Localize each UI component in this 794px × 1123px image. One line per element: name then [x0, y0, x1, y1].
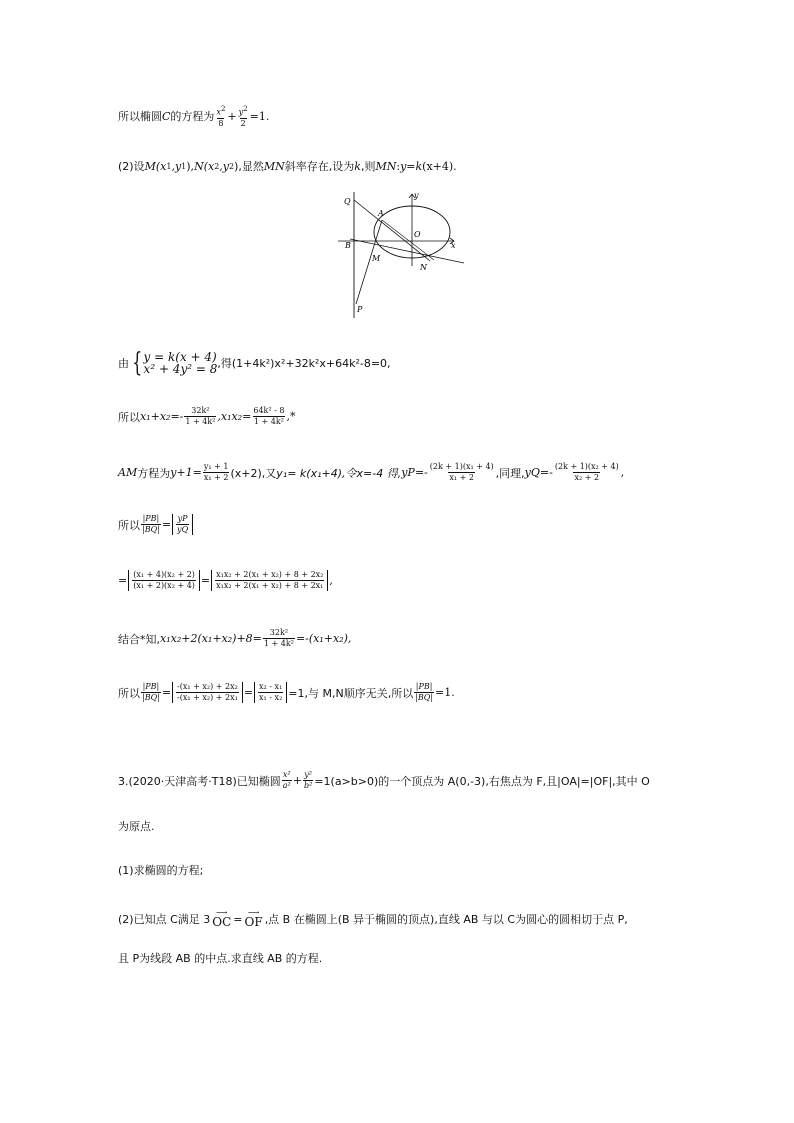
label-b: B [345, 241, 351, 250]
ellipse-figure [330, 186, 470, 322]
label-n: N [420, 263, 427, 272]
label-m: M [372, 254, 381, 263]
origin-line: 为原点. [118, 820, 155, 833]
label-x: x [451, 241, 456, 250]
var-c: C [162, 109, 171, 123]
question-2-cont: 且 P为线段 AB 的中点.求直线 AB 的方程. [118, 952, 323, 965]
fraction-x2-8: $\frac{x2}{8}$ [216, 105, 226, 128]
text: 所以椭圆 [118, 110, 162, 124]
ratio-line: 所以 $\frac{|PB|}{|BQ|}$ = $\frac{yP}{yQ}$ [118, 514, 194, 535]
label-a: A [378, 209, 384, 218]
ratio-expansion-line: = $\frac{\text{(x₁ + 4)(x₂ + 2)}}{\text{(x₁ + 2)(x₂ + 4)}}$ = $\frac{\text{x₁x₂ + 2(x₁ + x₂) + 8 + 2x₂}}{\text{x₁x₂ + 2(x₁ + x₂) + 8 + 2x₁}}$ , [118, 570, 333, 590]
text: 的方程为 [170, 110, 215, 124]
label-o: O [414, 230, 421, 239]
vector-oc: ⟶ OC [212, 908, 232, 929]
vector-of: ⟶ OF [244, 908, 263, 929]
equation-system: { y = k(x + 4) x² + 4y² = 8 [132, 348, 218, 378]
question-1: (1)求椭圆的方程; [118, 864, 204, 877]
combine-line: 结合*知, x₁x₂+2(x₁+x₂)+8= $\frac{\text{32k²}}{\text{1 + 4k²}}$ =-(x₁+x₂), [118, 628, 352, 648]
label-y: y [414, 191, 419, 200]
problem-3-line: 3.(2020·天津高考·T18)已知椭圆 $\frac{\text{x²}}{\text{a²}}$ + $\frac{\text{y²}}{\text{b²}}$ =1(a>b>0)的一个顶点为 A(0,-3),右焦点为 F,且|OA|=|OF|,其中 O [118, 770, 650, 790]
conclusion-line: 所以 $\frac{|PB|}{|BQ|}$ = $\frac{\text{-(x₁ + x₂) + 2x₂}}{\text{-(x₁ + x₂) + 2x₁}}$ = $\frac{\text{x₂ - x₁}}{\text{x₁ - x₂}}$ =1,与 M,N顺序无关,所以 $\frac{|PB|}{|BQ|}$ =1. [118, 682, 455, 702]
question-2: (2)已知点 C满足 3 ⟶ OC = ⟶ OF ,点 B 在椭圆上(B 异于椭圆的顶点),直线 AB 与以 C为圆心的圆相切于点 P, [118, 908, 628, 929]
fraction-y2-2: $\frac{y2}{2}$ [238, 105, 248, 128]
setup-line: (2)设 M(x 1 ,y 1 ), N(x 2 ,y 2 ),显然 MN 斜率存在,设为 k ,则 MN : y = k (x+4). [118, 159, 457, 173]
ellipse-equation-line: 所以椭圆 C 的方程为 $\frac{x2}{8}$ + $\frac{y2}{2}$ =1. [118, 105, 270, 128]
system-line: 由 { y = k(x + 4) x² + 4y² = 8 ,得(1+4k²)x²+32k²x+64k²-8=0, [118, 348, 391, 378]
label-p: P [357, 305, 363, 314]
am-equation-line: AM 方程为 y+1= $\frac{\text{y₁ + 1}}{\text{x₁ + 2}}$ (x+2),又 y₁= k(x₁+4),令 x=-4 得, yP=- $\frac{\text{(2k + 1)(x₁ + 4)}}{\text{x₁ + 2}}$ ,同理, yQ=- $\frac{\text{(2k + 1)(x₂ + 4)}}{\text{x₂ + 2}}$ , [118, 462, 625, 482]
vieta-line: 所以 x₁+x₂=- $\frac{\text{32k²}}{\text{1 + 4k²}}$ ,x₁x₂= $\frac{\text{64k² - 8}}{\text{1 + 4k²}}$ ,* [118, 406, 296, 426]
label-q: Q [344, 197, 351, 206]
